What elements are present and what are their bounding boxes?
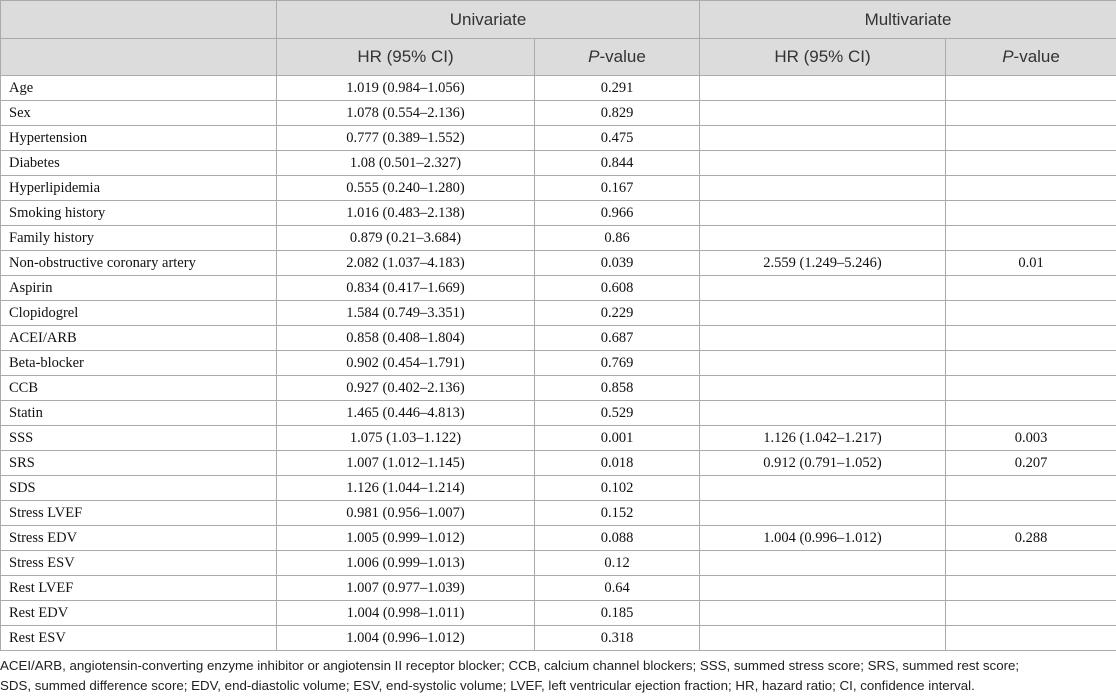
univariate-hr-cell: 0.858 (0.408–1.804) bbox=[277, 326, 535, 351]
multivariate-p-cell bbox=[946, 226, 1116, 251]
multivariate-group-header: Multivariate bbox=[700, 1, 1116, 39]
multivariate-hr-cell bbox=[700, 101, 946, 126]
table-row bbox=[1, 101, 1116, 126]
variable-cell: Statin bbox=[1, 401, 277, 426]
univariate-p-cell: 0.039 bbox=[535, 251, 700, 276]
univariate-hr-cell: 0.981 (0.956–1.007) bbox=[277, 501, 535, 526]
univariate-hr-cell: 2.082 (1.037–4.183) bbox=[277, 251, 535, 276]
multivariate-p-cell bbox=[946, 626, 1116, 651]
table-row bbox=[1, 576, 1116, 601]
variable-cell: Family history bbox=[1, 226, 277, 251]
univariate-hr-cell: 0.879 (0.21–3.684) bbox=[277, 226, 535, 251]
multivariate-hr-header: HR (95% CI) bbox=[700, 39, 946, 76]
multivariate-hr-cell bbox=[700, 226, 946, 251]
univariate-p-cell: 0.829 bbox=[535, 101, 700, 126]
variable-cell: Non-obstructive coronary artery bbox=[1, 251, 277, 276]
variable-cell: Age bbox=[1, 76, 277, 101]
multivariate-p-cell: 0.003 bbox=[946, 426, 1116, 451]
univariate-hr-cell: 1.006 (0.999–1.013) bbox=[277, 551, 535, 576]
variable-cell: ACEI/ARB bbox=[1, 326, 277, 351]
variable-cell: Aspirin bbox=[1, 276, 277, 301]
multivariate-hr-cell bbox=[700, 476, 946, 501]
multivariate-hr-cell bbox=[700, 301, 946, 326]
multivariate-hr-cell bbox=[700, 626, 946, 651]
multivariate-p-cell bbox=[946, 201, 1116, 226]
univariate-hr-cell: 1.075 (1.03–1.122) bbox=[277, 426, 535, 451]
header-variable-cell bbox=[1, 39, 277, 76]
multivariate-hr-cell: 1.126 (1.042–1.217) bbox=[700, 426, 946, 451]
multivariate-hr-cell bbox=[700, 376, 946, 401]
table-header bbox=[1, 1, 1116, 76]
table-row bbox=[1, 526, 1116, 551]
univariate-p-cell: 0.088 bbox=[535, 526, 700, 551]
multivariate-hr-cell bbox=[700, 276, 946, 301]
univariate-p-cell: 0.608 bbox=[535, 276, 700, 301]
multivariate-hr-cell: 1.004 (0.996–1.012) bbox=[700, 526, 946, 551]
variable-cell: Stress EDV bbox=[1, 526, 277, 551]
univariate-hr-cell: 1.004 (0.998–1.011) bbox=[277, 601, 535, 626]
univariate-hr-header: HR (95% CI) bbox=[277, 39, 535, 76]
univariate-hr-cell: 1.465 (0.446–4.813) bbox=[277, 401, 535, 426]
univariate-hr-cell: 0.834 (0.417–1.669) bbox=[277, 276, 535, 301]
table-row bbox=[1, 76, 1116, 101]
table-row bbox=[1, 601, 1116, 626]
variable-cell: Hyperlipidemia bbox=[1, 176, 277, 201]
table-row bbox=[1, 301, 1116, 326]
univariate-p-cell: 0.858 bbox=[535, 376, 700, 401]
univariate-hr-cell: 1.078 (0.554–2.136) bbox=[277, 101, 535, 126]
multivariate-p-cell bbox=[946, 476, 1116, 501]
univariate-p-header: P-value bbox=[535, 39, 700, 76]
table-row bbox=[1, 426, 1116, 451]
multivariate-p-cell bbox=[946, 376, 1116, 401]
univariate-hr-cell: 0.902 (0.454–1.791) bbox=[277, 351, 535, 376]
multivariate-p-cell bbox=[946, 151, 1116, 176]
footnote-line-1: ACEI/ARB, angiotensin-converting enzyme inhibitor or angiotensin II receptor blocker; CCB, calcium channel blockers; SSS, summed stress score; SRS, summed rest score; bbox=[0, 658, 1020, 673]
table-row bbox=[1, 176, 1116, 201]
variable-cell: Stress ESV bbox=[1, 551, 277, 576]
multivariate-p-cell bbox=[946, 351, 1116, 376]
table-row bbox=[1, 476, 1116, 501]
variable-cell: SRS bbox=[1, 451, 277, 476]
univariate-p-cell: 0.966 bbox=[535, 201, 700, 226]
multivariate-hr-cell bbox=[700, 551, 946, 576]
multivariate-p-cell bbox=[946, 276, 1116, 301]
multivariate-p-cell bbox=[946, 501, 1116, 526]
variable-cell: Sex bbox=[1, 101, 277, 126]
univariate-p-cell: 0.687 bbox=[535, 326, 700, 351]
table-row bbox=[1, 326, 1116, 351]
univariate-hr-cell: 0.927 (0.402–2.136) bbox=[277, 376, 535, 401]
multivariate-hr-cell bbox=[700, 326, 946, 351]
variable-cell: CCB bbox=[1, 376, 277, 401]
univariate-hr-cell: 1.007 (0.977–1.039) bbox=[277, 576, 535, 601]
header-corner-cell bbox=[1, 1, 277, 39]
multivariate-hr-cell: 2.559 (1.249–5.246) bbox=[700, 251, 946, 276]
footnote-line-2: SDS, summed difference score; EDV, end-diastolic volume; ESV, end-systolic volume; LVEF, left ventricular ejection fraction; HR, hazard ratio; CI, confidence interval. bbox=[0, 678, 975, 693]
variable-cell: Rest LVEF bbox=[1, 576, 277, 601]
table-row bbox=[1, 451, 1116, 476]
table-row bbox=[1, 401, 1116, 426]
univariate-hr-cell: 1.007 (1.012–1.145) bbox=[277, 451, 535, 476]
univariate-p-cell: 0.475 bbox=[535, 126, 700, 151]
table-row bbox=[1, 126, 1116, 151]
multivariate-p-cell bbox=[946, 576, 1116, 601]
multivariate-hr-cell bbox=[700, 351, 946, 376]
multivariate-hr-cell bbox=[700, 601, 946, 626]
multivariate-p-cell bbox=[946, 551, 1116, 576]
table-row bbox=[1, 351, 1116, 376]
multivariate-p-cell bbox=[946, 101, 1116, 126]
table-row bbox=[1, 276, 1116, 301]
variable-cell: Rest ESV bbox=[1, 626, 277, 651]
multivariate-hr-cell bbox=[700, 151, 946, 176]
univariate-hr-cell: 0.555 (0.240–1.280) bbox=[277, 176, 535, 201]
table-row bbox=[1, 501, 1116, 526]
variable-cell: SDS bbox=[1, 476, 277, 501]
univariate-p-cell: 0.318 bbox=[535, 626, 700, 651]
univariate-p-cell: 0.001 bbox=[535, 426, 700, 451]
univariate-hr-cell: 1.584 (0.749–3.351) bbox=[277, 301, 535, 326]
table-footnote bbox=[0, 656, 1116, 696]
table-row bbox=[1, 251, 1116, 276]
multivariate-p-cell bbox=[946, 76, 1116, 101]
univariate-p-cell: 0.102 bbox=[535, 476, 700, 501]
univariate-hr-cell: 1.016 (0.483–2.138) bbox=[277, 201, 535, 226]
variable-cell: Diabetes bbox=[1, 151, 277, 176]
table-row bbox=[1, 376, 1116, 401]
multivariate-p-cell: 0.01 bbox=[946, 251, 1116, 276]
multivariate-p-cell bbox=[946, 401, 1116, 426]
variable-cell: Stress LVEF bbox=[1, 501, 277, 526]
univariate-p-cell: 0.64 bbox=[535, 576, 700, 601]
univariate-hr-cell: 1.08 (0.501–2.327) bbox=[277, 151, 535, 176]
univariate-p-cell: 0.291 bbox=[535, 76, 700, 101]
multivariate-hr-cell bbox=[700, 401, 946, 426]
univariate-p-cell: 0.167 bbox=[535, 176, 700, 201]
variable-cell: Smoking history bbox=[1, 201, 277, 226]
univariate-p-cell: 0.229 bbox=[535, 301, 700, 326]
variable-cell: SSS bbox=[1, 426, 277, 451]
table-row bbox=[1, 226, 1116, 251]
multivariate-p-cell bbox=[946, 301, 1116, 326]
univariate-hr-cell: 1.019 (0.984–1.056) bbox=[277, 76, 535, 101]
univariate-p-cell: 0.844 bbox=[535, 151, 700, 176]
multivariate-hr-cell bbox=[700, 176, 946, 201]
multivariate-p-cell bbox=[946, 126, 1116, 151]
multivariate-p-cell: 0.288 bbox=[946, 526, 1116, 551]
multivariate-p-header: P-value bbox=[946, 39, 1116, 76]
variable-cell: Rest EDV bbox=[1, 601, 277, 626]
table-row bbox=[1, 626, 1116, 651]
multivariate-hr-cell bbox=[700, 501, 946, 526]
univariate-p-cell: 0.018 bbox=[535, 451, 700, 476]
variable-cell: Beta-blocker bbox=[1, 351, 277, 376]
univariate-p-cell: 0.769 bbox=[535, 351, 700, 376]
table-body bbox=[1, 76, 1116, 651]
multivariate-p-cell bbox=[946, 326, 1116, 351]
univariate-p-cell: 0.185 bbox=[535, 601, 700, 626]
multivariate-p-cell bbox=[946, 601, 1116, 626]
univariate-p-cell: 0.152 bbox=[535, 501, 700, 526]
multivariate-hr-cell bbox=[700, 576, 946, 601]
table-row bbox=[1, 151, 1116, 176]
univariate-group-header: Univariate bbox=[277, 1, 700, 39]
univariate-p-cell: 0.529 bbox=[535, 401, 700, 426]
multivariate-p-cell bbox=[946, 176, 1116, 201]
multivariate-hr-cell bbox=[700, 201, 946, 226]
univariate-hr-cell: 1.004 (0.996–1.012) bbox=[277, 626, 535, 651]
univariate-hr-cell: 0.777 (0.389–1.552) bbox=[277, 126, 535, 151]
multivariate-hr-cell bbox=[700, 126, 946, 151]
multivariate-hr-cell: 0.912 (0.791–1.052) bbox=[700, 451, 946, 476]
variable-cell: Clopidogrel bbox=[1, 301, 277, 326]
table-row bbox=[1, 551, 1116, 576]
multivariate-hr-cell bbox=[700, 76, 946, 101]
univariate-hr-cell: 1.126 (1.044–1.214) bbox=[277, 476, 535, 501]
univariate-p-cell: 0.12 bbox=[535, 551, 700, 576]
table-row bbox=[1, 201, 1116, 226]
multivariate-p-cell: 0.207 bbox=[946, 451, 1116, 476]
univariate-hr-cell: 1.005 (0.999–1.012) bbox=[277, 526, 535, 551]
variable-cell: Hypertension bbox=[1, 126, 277, 151]
univariate-p-cell: 0.86 bbox=[535, 226, 700, 251]
